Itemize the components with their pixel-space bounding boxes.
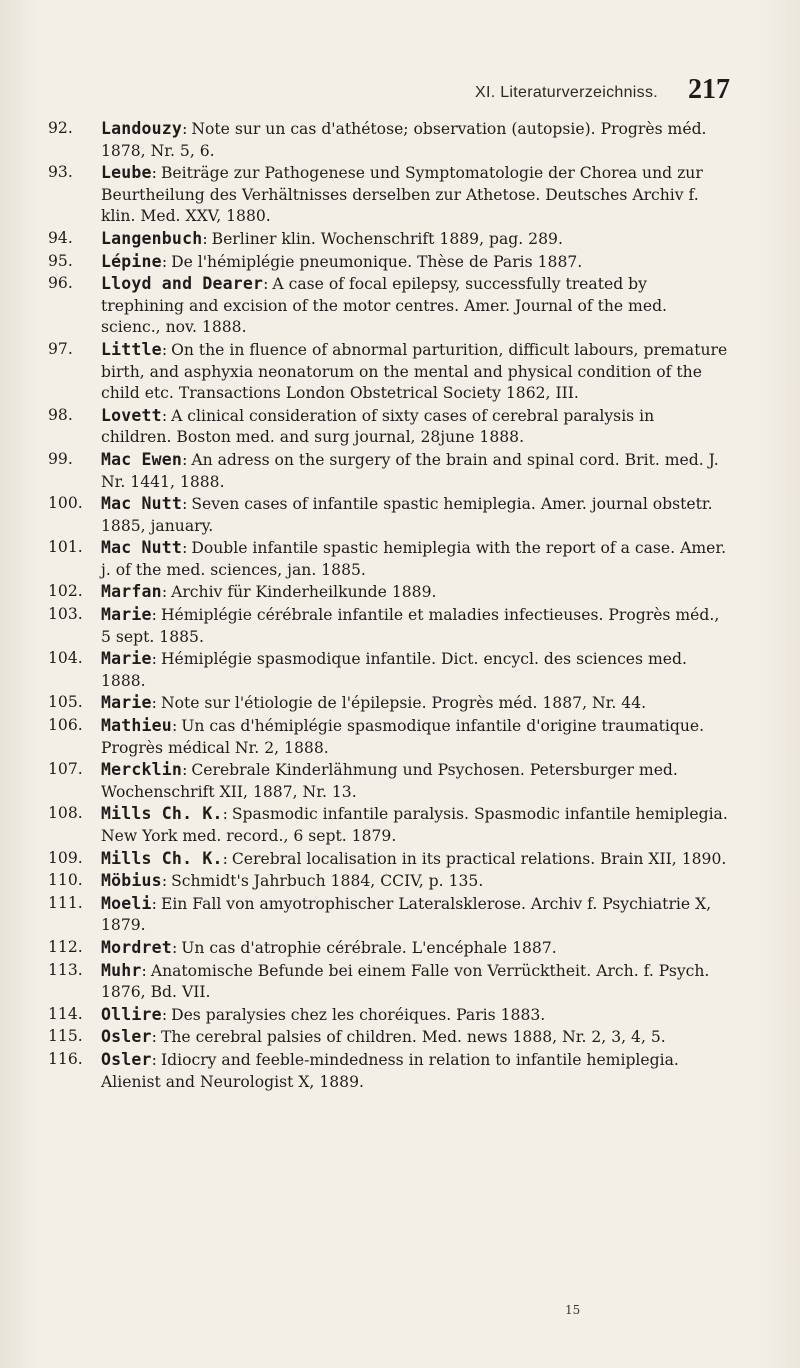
reference-number: 109. <box>48 848 83 867</box>
reference-number: 96. <box>48 274 73 293</box>
reference-text: Ein Fall von amyotrophischer Lateralsklerose. Archiv f. Psychiatrie X, 1879. <box>101 894 712 935</box>
reference-author: Möbius <box>101 871 162 891</box>
reference-text: Hémiplégie spasmodique infantile. Dict. encycl. des sciences med. 1888. <box>101 650 687 690</box>
reference-number: 115. <box>48 1027 83 1046</box>
author-separator: : <box>182 450 188 469</box>
reference-text: An adress on the surgery of the brain and spinal cord. Brit. med. J. Nr. 1441, 1888. <box>101 450 719 491</box>
reference-text: Cerebral localisation in its practical relations. Brain XII, 1890. <box>231 849 727 868</box>
reference-text: Berliner klin. Wochenschrift 1889, pag. 289. <box>211 229 563 248</box>
reference-number: 97. <box>48 339 73 358</box>
reference-entry <box>48 648 728 692</box>
reference-author: Muhr <box>101 960 142 980</box>
reference-text: Seven cases of infantile spastic hemiplegia. Amer. journal obstetr. 1885, january. <box>101 495 713 535</box>
reference-number: 116. <box>48 1049 83 1068</box>
reference-author: Mills Ch. K. <box>101 848 223 868</box>
reference-entry <box>48 228 728 251</box>
reference-entry <box>48 405 728 449</box>
reference-entry <box>48 870 728 893</box>
reference-entry <box>48 581 728 604</box>
reference-text: Cerebrale Kinderlähmung und Psychosen. Petersburger med. Wochenschrift XII, 1887, Nr. 13. <box>101 761 678 801</box>
author-separator: : <box>161 1005 168 1024</box>
reference-text: Note sur un cas d'athétose; observation (autopsie). Progrès méd. 1878, Nr. 5, 6. <box>101 120 707 160</box>
reference-entry <box>48 537 728 581</box>
reference-entry <box>48 339 728 405</box>
reference-author: Lépine <box>101 251 162 271</box>
author-separator: : <box>202 229 208 248</box>
reference-text: Des paralysies chez les choréiques. Paris 1883. <box>171 1005 546 1024</box>
reference-number: 112. <box>48 937 83 956</box>
author-separator: : <box>151 1050 157 1069</box>
reference-number: 95. <box>48 251 73 270</box>
author-separator: : <box>182 761 188 780</box>
reference-entry <box>48 715 728 759</box>
reference-text: Note sur l'étiologie de l'épilepsie. Progrès méd. 1887, Nr. 44. <box>160 694 647 713</box>
reference-author: Ollire <box>101 1004 162 1024</box>
author-separator: : <box>161 252 168 271</box>
author-separator: : <box>161 583 168 602</box>
reference-entry <box>48 1004 728 1027</box>
reference-number: 107. <box>48 760 83 779</box>
reference-author: Mills Ch. K. <box>101 804 223 824</box>
reference-author: Osler <box>101 1049 152 1069</box>
reference-author: Mercklin <box>101 760 183 780</box>
reference-author: Marie <box>101 649 152 669</box>
reference-number: 111. <box>48 893 83 912</box>
reference-text: Hémiplégie cérébrale infantile et maladies infectieuses. Progrès méd., 5 sept. 1885. <box>101 606 720 646</box>
reference-text: A case of focal epilepsy, successfully treated by trephining and excision of the motor centres. Amer. Journal of the med. scienc., nov. 1888. <box>101 275 668 337</box>
reference-author: Landouzy <box>101 119 183 138</box>
author-separator: : <box>263 275 269 294</box>
reference-entry <box>48 893 728 937</box>
author-separator: : <box>141 961 147 980</box>
author-separator: : <box>171 938 178 957</box>
author-separator: : <box>161 872 168 891</box>
reference-author: Little <box>101 339 162 359</box>
reference-entry <box>48 960 728 1004</box>
reference-number: 106. <box>48 716 83 735</box>
author-separator: : <box>161 340 168 359</box>
reference-number: 100. <box>48 494 83 513</box>
reference-author: Mac Nutt <box>101 538 183 558</box>
reference-text: Double infantile spastic hemiplegia with the report of a case. Amer. j. of the med. sciences, jan. 1885. <box>101 539 727 579</box>
reference-number: 114. <box>48 1004 83 1023</box>
reference-text: Idiocry and feeble-mindedness in relation to infantile hemiplegia. Alienist and Neurologist X, 1889. <box>101 1050 679 1091</box>
author-separator: : <box>182 120 188 138</box>
reference-text: Archiv für Kinderheilkunde 1889. <box>171 583 437 602</box>
author-separator: : <box>222 849 228 868</box>
reference-number: 113. <box>48 960 83 979</box>
running-title: XI. Literaturverzeichniss. <box>475 84 658 101</box>
author-separator: : <box>151 1028 157 1047</box>
reference-number: 94. <box>48 228 73 247</box>
author-separator: : <box>182 539 188 558</box>
reference-text: On the in fluence of abnormal parturition, difficult labours, premature birth, and asphyxia neonatorum on the mental and physical condition of the child etc. Transactions London Obstetrical Society 1862, III. <box>101 340 728 403</box>
author-separator: : <box>182 495 188 514</box>
reference-text: The cerebral palsies of children. Med. news 1888, Nr. 2, 3, 4, 5. <box>160 1028 666 1047</box>
reference-author: Moeli <box>101 893 152 913</box>
reference-number: 99. <box>48 449 73 468</box>
reference-number: 102. <box>48 582 83 601</box>
page-header <box>40 70 730 110</box>
author-separator: : <box>222 805 228 824</box>
reference-author: Mac Nutt <box>101 494 183 514</box>
signature-mark: 15 <box>565 1303 581 1317</box>
reference-author: Mordret <box>101 937 172 957</box>
reference-author: Marie <box>101 605 152 625</box>
reference-list <box>48 118 728 1093</box>
reference-entry <box>48 759 728 803</box>
reference-text: Anatomische Befunde bei einem Falle von Verrücktheit. Arch. f. Psych. 1876, Bd. VII. <box>101 961 710 1002</box>
reference-text: Un cas d'hémiplégie spasmodique infantile d'origine traumatique. Progrès médical Nr. 2, 1888. <box>101 717 705 757</box>
author-separator: : <box>151 694 157 713</box>
reference-author: Lovett <box>101 405 162 425</box>
reference-entry <box>48 1049 728 1093</box>
author-separator: : <box>151 894 157 913</box>
reference-number: 93. <box>48 163 73 182</box>
reference-entry <box>48 848 728 871</box>
reference-number: 110. <box>48 871 83 890</box>
reference-text: Schmidt's Jahrbuch 1884, CCIV, p. 135. <box>171 872 484 891</box>
reference-text: A clinical consideration of sixty cases of cerebral paralysis in children. Boston med. and surg journal, 28june 1888. <box>101 406 655 447</box>
reference-entry <box>48 1026 728 1049</box>
reference-number: 104. <box>48 649 83 668</box>
reference-entry <box>48 273 728 339</box>
reference-entry <box>48 118 728 162</box>
reference-number: 108. <box>48 804 83 823</box>
reference-number: 98. <box>48 405 73 424</box>
reference-author: Mathieu <box>101 716 172 736</box>
reference-author: Mac Ewen <box>101 449 183 469</box>
reference-number: 92. <box>48 119 73 137</box>
reference-entry <box>48 604 728 648</box>
reference-text: Beiträge zur Pathogenese und Symptomatologie der Chorea und zur Beurtheilung des Verhältnisses derselben zur Athetose. Deutsches Archiv f. klin. Med. XXV, 1880. <box>101 164 703 226</box>
reference-author: Lloyd and Dearer <box>101 274 264 294</box>
reference-author: Marfan <box>101 582 162 602</box>
reference-number: 101. <box>48 538 83 557</box>
reference-entry <box>48 251 728 274</box>
author-separator: : <box>161 406 168 425</box>
page-number: 217 <box>688 74 730 105</box>
reference-author: Osler <box>101 1027 152 1047</box>
reference-text: Spasmodic infantile paralysis. Spasmodic infantile hemiplegia. New York med. record., 6 sept. 1879. <box>101 805 728 845</box>
reference-author: Langenbuch <box>101 228 203 248</box>
reference-entry <box>48 162 728 228</box>
reference-entry <box>48 449 728 493</box>
author-separator: : <box>151 650 157 669</box>
reference-text: De l'hémiplégie pneumonique. Thèse de Paris 1887. <box>171 252 583 271</box>
reference-author: Marie <box>101 693 152 713</box>
reference-entry <box>48 692 728 715</box>
author-separator: : <box>151 606 157 625</box>
reference-entry <box>48 937 728 960</box>
reference-number: 103. <box>48 605 83 624</box>
author-separator: : <box>171 717 178 736</box>
reference-number: 105. <box>48 693 83 712</box>
reference-entry <box>48 803 728 847</box>
reference-text: Un cas d'atrophie cérébrale. L'encéphale 1887. <box>181 938 557 957</box>
author-separator: : <box>151 164 157 183</box>
reference-author: Leube <box>101 163 152 183</box>
reference-entry <box>48 493 728 537</box>
